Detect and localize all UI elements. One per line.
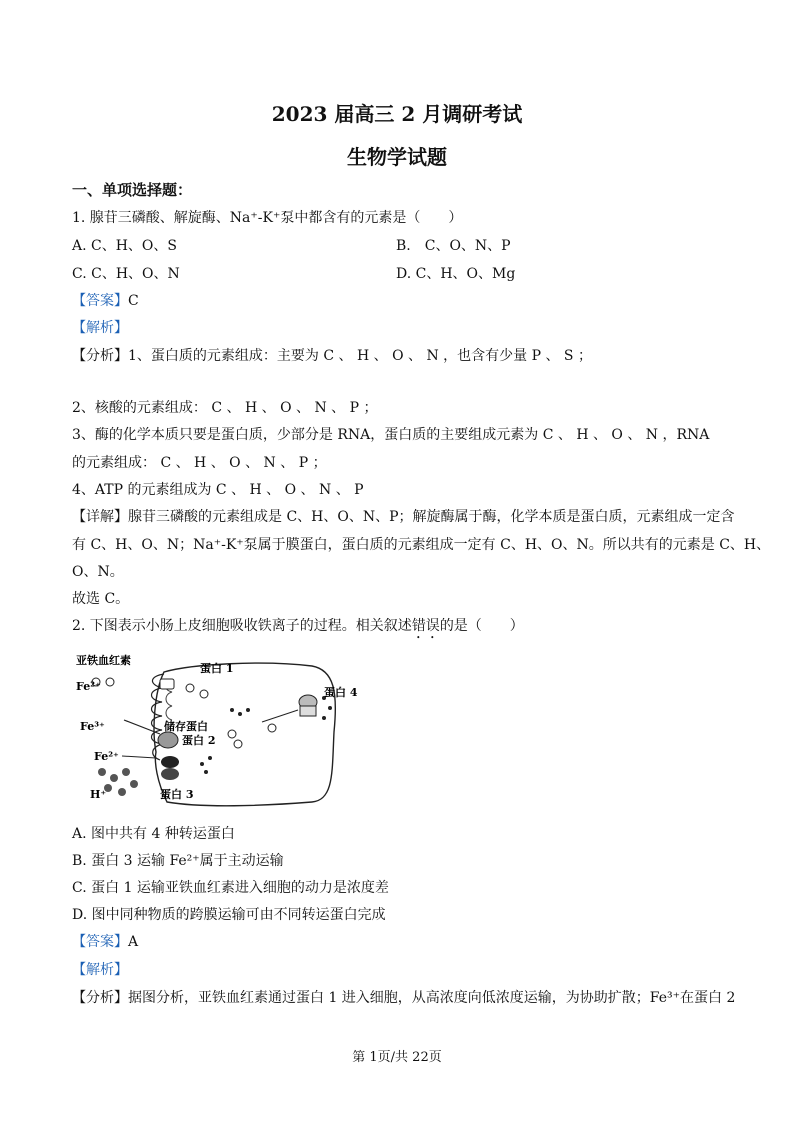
label-protein-3: 蛋白 3 (160, 788, 194, 801)
q1-option-b: B. C、O、N、P (396, 238, 511, 254)
exam-subtitle: 生物学试题 (347, 145, 447, 169)
heme-dot (200, 690, 208, 698)
q1-fenxi-2: 2、核酸的元素组成： C 、 H 、 O 、 N 、 P ； (72, 400, 378, 416)
proton-dot (130, 780, 138, 788)
proton-dot (122, 768, 130, 776)
q2-stem-a: 2. 下图表示小肠上皮细胞吸收铁离子的过程。相关叙述 (72, 618, 412, 634)
q1-fenxi-1 (72, 346, 592, 366)
q1-answer (72, 291, 139, 311)
q2-option-d: D. 图中同种物质的跨膜运输可由不同转运蛋白完成 (72, 907, 386, 923)
fenxi-tag: 【分析】 (72, 348, 128, 364)
protein-1-shape (160, 679, 174, 689)
heme-dot (228, 730, 236, 738)
q1-fenxi-3a: 3、酶的化学本质只要是蛋白质，少部分是 RNA，蛋白质的主要组成元素为 C 、 H 、 O 、 N ，RNA (72, 427, 710, 443)
label-storage-protein: 储存蛋白 (164, 720, 208, 733)
xiangjie-tag: 【详解】 (72, 509, 128, 525)
exam-title: 2023 届高三 2 月调研考试 (271, 102, 523, 126)
fe2-arrow (122, 756, 156, 758)
q2-analysis-tag: 【解析】 (72, 962, 128, 978)
heme-dot (186, 684, 194, 692)
q1-option-c: C. C、H、O、N (72, 266, 180, 282)
q1-xiangjie-2: 有 C、H、O、N；Na⁺-K⁺泵属于膜蛋白，蛋白质的元素组成一定有 C、H、O、N。所以共有的元素是 C、H、 (72, 537, 771, 553)
efflux-arrow (262, 710, 298, 722)
answer-tag: 【答案】 (72, 293, 128, 309)
answer-tag: 【答案】 (72, 934, 128, 950)
protein-3-bottom (161, 768, 179, 780)
q2-stem-emphasis: 错误 (411, 618, 440, 634)
heme-dot (268, 724, 276, 732)
protein-4-body (300, 706, 316, 716)
iron-absorption-diagram (72, 652, 372, 812)
label-protein-1: 蛋白 1 (200, 662, 234, 675)
q1-conclusion: 故选 C。 (72, 591, 130, 607)
heme-dot (106, 678, 114, 686)
q1-xiangjie-3: O、N。 (72, 564, 124, 580)
q1-option-a: A. C、H、O、S (72, 238, 177, 254)
fenxi-text: 1、蛋白质的元素组成：主要为 C 、 H 、 O 、 N ，也含有少量 P 、 S ； (128, 348, 592, 364)
fenxi-tag: 【分析】 (72, 990, 128, 1006)
label-fe2-mid: Fe²⁺ (94, 750, 119, 763)
label-fe3: Fe³⁺ (80, 720, 105, 733)
iron-dot (230, 708, 234, 712)
protein-3-top (161, 756, 179, 768)
label-protein-4: 蛋白 4 (324, 686, 358, 699)
q1-fenxi-3b: 的元素组成： C 、 H 、 O 、 N 、 P ； (72, 455, 327, 471)
q2-stem (72, 616, 524, 642)
iron-dot (208, 756, 212, 760)
label-h: H⁺ (90, 788, 107, 801)
page-footer: 第 1页/共 22页 (352, 1050, 442, 1065)
label-heme: 亚铁血红素 (76, 654, 131, 667)
proton-dot (110, 774, 118, 782)
q2-stem-b: 的是（ ） (439, 618, 524, 634)
answer-value: C (128, 293, 139, 309)
proton-dot (98, 768, 106, 776)
proton-dot (118, 788, 126, 796)
protein-2-shape (158, 732, 178, 748)
q1-option-d: D. C、H、O、Mg (396, 266, 516, 282)
q2-option-c: C. 蛋白 1 运输亚铁血红素进入细胞的动力是浓度差 (72, 880, 389, 896)
answer-value: A (128, 934, 139, 950)
fenxi-text: 据图分析，亚铁血红素通过蛋白 1 进入细胞，从高浓度向低浓度运输，为协助扩散；Fe³⁺在蛋白 2 (128, 990, 736, 1006)
iron-dot (322, 716, 326, 720)
q2-fenxi-1 (72, 988, 735, 1008)
iron-dot (328, 706, 332, 710)
iron-dot (238, 712, 242, 716)
section-heading: 一、单项选择题： (72, 181, 193, 199)
q2-option-a: A. 图中共有 4 种转运蛋白 (72, 826, 235, 842)
iron-dot (246, 708, 250, 712)
iron-dot (204, 770, 208, 774)
q1-fenxi-4: 4、ATP 的元素组成为 C 、 H 、 O 、 N 、 P (72, 482, 364, 498)
label-protein-2: 蛋白 2 (182, 734, 216, 747)
q1-stem: 1. 腺苷三磷酸、解旋酶、Na⁺-K⁺泵中都含有的元素是（ ） (72, 210, 463, 226)
iron-dot (200, 762, 204, 766)
q1-xiangjie-1 (72, 507, 735, 527)
xiangjie-text: 腺苷三磷酸的元素组成是 C、H、O、N、P；解旋酶属于酶，化学本质是蛋白质，元素组成一定含 (128, 509, 735, 525)
q1-analysis-tag: 【解析】 (72, 320, 128, 336)
heme-dot (234, 740, 242, 748)
q2-option-b: B. 蛋白 3 运输 Fe²⁺属于主动运输 (72, 853, 284, 869)
q2-answer (72, 932, 138, 952)
label-fe2-top: Fe²⁺ (76, 680, 101, 693)
